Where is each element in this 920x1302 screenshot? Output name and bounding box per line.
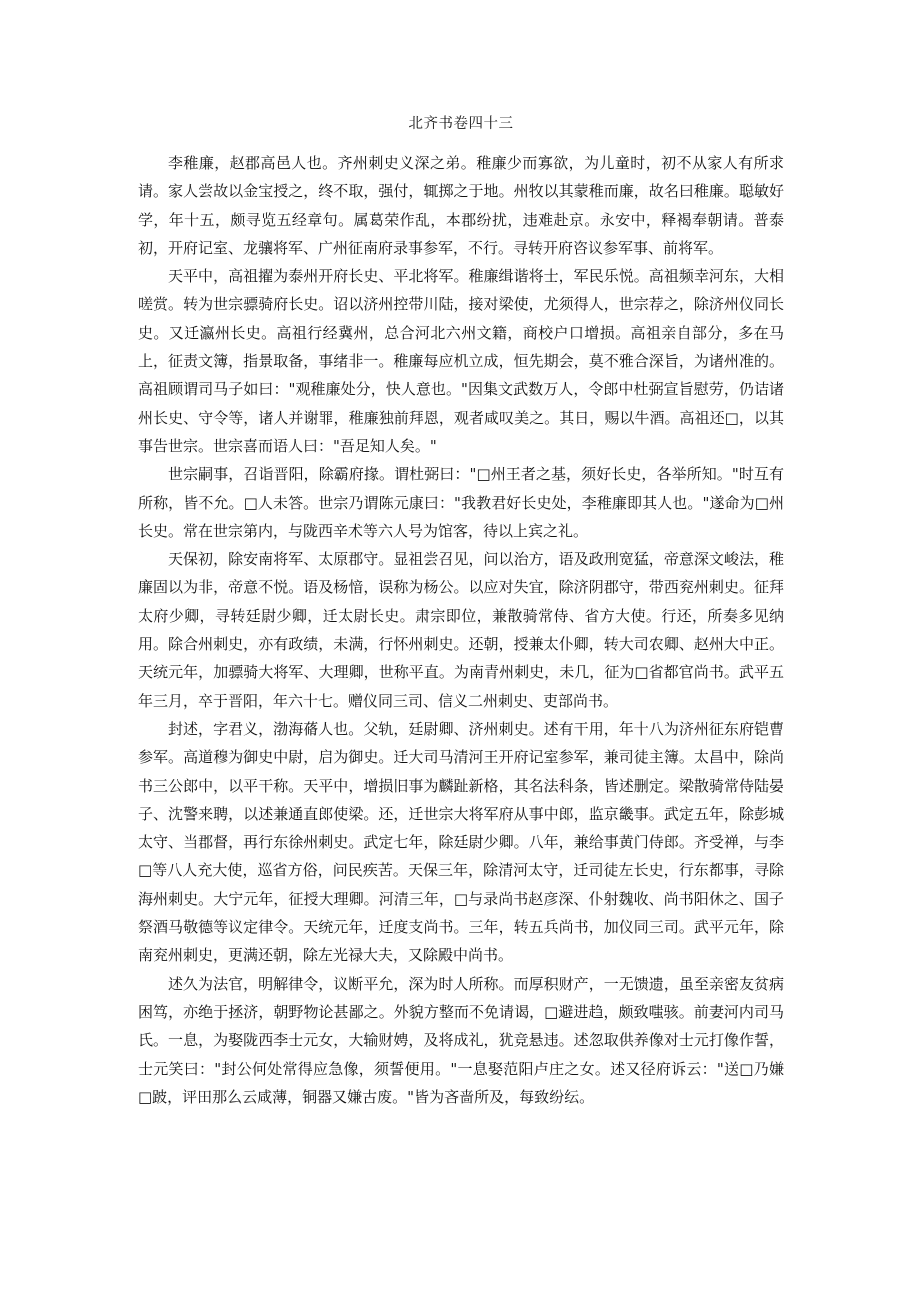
- paragraph-2: 天平中，高祖擢为泰州开府长史、平北将军。稚廉缉谐将士，军民乐悦。高祖频幸河东，大相嗟赏。转为世宗骠骑府长史。诏以济州控带川陆，接对梁使，尤须得人，世宗荐之，除济州仪同长史。又迁瀛州长史。高祖行经冀州，总合河北六州文籍，商校户口增损。高祖亲自部分，多在马上，征责文簿，指景取备，事绪非一。稚廉每应机立成，恒先期会，莫不雅合深旨，为诸州准的。高祖顾谓司马子如曰："观稚廉处分，快人意也。"因集文武数万人，令郎中杜弼宣旨慰劳，仍诘诸州长史、守令等，诸人并谢罪，稚廉独前拜恩，观者咸叹美之。其日，赐以牛酒。高祖还□，以其事告世宗。世宗喜而语人曰："吾足知人矣。": [138, 267, 784, 455]
- paragraph-3: 世宗嗣事，召诣晋阳，除霸府掾。谓杜弼曰："□州王者之基，须好长史，各举所知。"时互有所称，皆不允。□人未答。世宗乃谓陈元康曰："我教君好长史处，李稚廉即其人也。"遂命为□州长史。常在世宗第内，与陇西辛术等六人号为馆客，待以上宾之礼。: [138, 465, 784, 540]
- paragraph-6: 述久为法官，明解律令，议断平允，深为时人所称。而厚积财产，一无馈遗，虽至亲密友贫病困笃，亦绝于拯济，朝野物论甚鄙之。外貌方整而不免请谒，□避进趋，颇致嗤骇。前妻河内司马氏。一息，为娶陇西李士元女，大输财娉，及将成礼，犹竞悬违。述忽取供养像对士元打像作誓，士元笑曰："封公何处常得应急像，须誓便用。"一息娶范阳卢庄之女。述又径府诉云："送□乃嫌□跛，评田那么云咸薄，铜器又嫌古废。"皆为吝啬所及，每致纷纭。: [138, 974, 784, 1106]
- paragraph-4: 天保初，除安南将军、太原郡守。显祖尝召见，问以治方，语及政刑宽猛，帝意深文峻法，稚廉固以为非，帝意不悦。语及杨愔，误称为杨公。以应对失宜，除济阴郡守，带西兖州刺史。征拜太府少卿，寻转廷尉少卿，迁太尉长史。肃宗即位，兼散骑常侍、省方大使。行还，所奏多见纳用。除合州刺史，亦有政绩，未满，行怀州刺史。还朝，授兼太仆卿，转大司农卿、赵州大中正。天统元年，加骠骑大将军、大理卿，世称平直。为南青州刺史，未几，征为□省都官尚书。武平五年三月，卒于晋阳，年六十七。赠仪同三司、信义二州刺史、吏部尚书。: [138, 550, 784, 710]
- paragraph-1: 李稚廉，赵郡高邑人也。齐州刺史义深之弟。稚廉少而寡欲，为儿童时，初不从家人有所求请。家人尝故以金宝授之，终不取，强付，辄掷之于地。州牧以其蒙稚而廉，故名曰稚廉。聪敏好学，年十五，颇寻览五经章句。属葛荣作乱，本郡纷扰，违难赴京。永安中，释褐奉朝请。普泰初，开府记室、龙骧将军、广州征南府录事参军，不行。寻转开府咨议参军事、前将军。: [138, 154, 784, 257]
- document-title: 北齐书卷四十三: [408, 116, 514, 132]
- document-page: [138, 112, 784, 1111]
- paragraph-5: 封述，字君义，渤海蓨人也。父轨，廷尉卿、济州刺史。述有干用，年十八为济州征东府铠曹参军。高道穆为御史中尉，启为御史。迁大司马清河王开府记室参军，兼司徒主簿。太昌中，除尚书三公郎中，以平干称。天平中，增损旧事为麟趾新格，其名法科条，皆述删定。梁散骑常侍陆晏子、沈警来聘，以述兼通直郎使梁。还，迁世宗大将军府从事中郎，监京畿事。武定五年，除彭城太守、当郡督，再行东徐州刺史。武定七年，除廷尉少卿。八年，兼给事黄门侍郎。齐受禅，与李□等八人充大使，巡省方俗，问民疾苦。天保三年，除清河太守，迁司徒左长史，行东都事，寻除海州刺史。大宁元年，征授大理卿。河清三年，□与录尚书赵彦深、仆射魏收、尚书阳休之、国子祭酒马敬德等议定律令。天统元年，迁度支尚书。三年，转五兵尚书，加仪同三司。武平元年，除南兖州刺史，更满还朝，除左光禄大夫，又除殿中尚书。: [138, 719, 784, 965]
